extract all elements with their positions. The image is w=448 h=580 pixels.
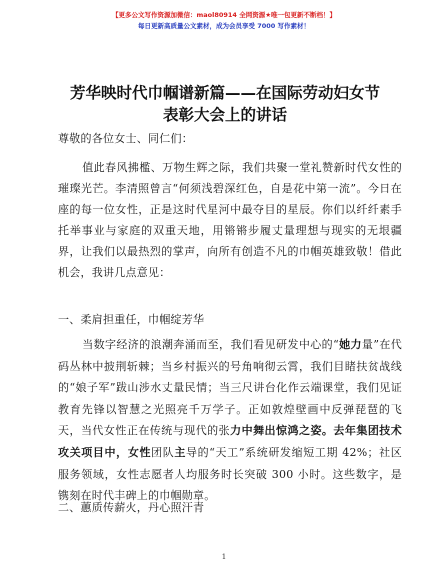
paragraph-2-bold-2: 力中舞出惊鸿之姿。去年集团技术攻关项目中，女性	[58, 424, 403, 459]
paragraph-2-bold-3: 主	[174, 445, 187, 459]
paragraph-2-text-2: 量”在代码丛林中披荆斩棘；当乡村振兴的号角响彻云霄，我们目睹扶贫战线的“娘子军”跋山涉水丈量民情；当三尺讲台化作云端课堂，我们见证教育先锋以智慧之光照亮千万学子。正如敦煌壁画中反弹琵琶的飞天，当代女性正在传统与现代的张	[58, 338, 403, 438]
paragraph-2-text-4: 导的“天工”系统研发缩短工期 42%；社区服务领域，女性志愿者人均服务时长突破 300 小时。这些数字，是镌刻在时代丰碑上的巾帼勋章。	[58, 445, 403, 503]
section-heading-2: 二、蕙质传薪火，丹心照汗青	[58, 501, 205, 514]
paragraph-2-text-3: 团队	[151, 445, 175, 459]
page-number: 1	[221, 553, 227, 561]
section-heading-1: 一、柔肩担重任，巾帼绽芳华	[58, 313, 205, 326]
paragraph-2	[58, 334, 402, 507]
paragraph-2-bold-1: 她力	[338, 338, 362, 351]
title-line-2: 表彰大会上的讲话	[162, 106, 287, 124]
paragraph-2-text-1: 当数字经济的浪潮奔涌而至，我们看见研发中心的“	[82, 338, 339, 351]
promo-banner	[0, 10, 448, 32]
promo-banner-line-1: 【更多公文写作资源加微信：maol80914 全网资源★唯一包更新不断档！】	[111, 11, 337, 19]
promo-banner-line-2: 每日更新高质量公文素材，成为会员享受 7000 写作素材！	[137, 22, 311, 30]
paragraph-1: 值此春风拂檻、万物生辉之际，我们共聚一堂礼赞新时代女性的璀璨光芒。李清照曾言“何须浅碧深红色，自是花中第一流”。今日在座的每一位女性，正是这时代星河中最夺目的星辰。你们以纤纤素手托举事业与家庭的双重天地，用锵锵步履丈量理想与现实的无垠疆界，让我们以最热烈的掌声，向所有创造不凡的巾帼英雄致敬！借此机会，我讲几点意见：	[58, 161, 402, 279]
document-title	[40, 82, 410, 126]
salutation: 尊敬的各位女士、同仁们：	[58, 132, 193, 145]
title-line-1: 芳华映时代巾帼谱新篇——在国际劳动妇女节	[69, 84, 380, 102]
